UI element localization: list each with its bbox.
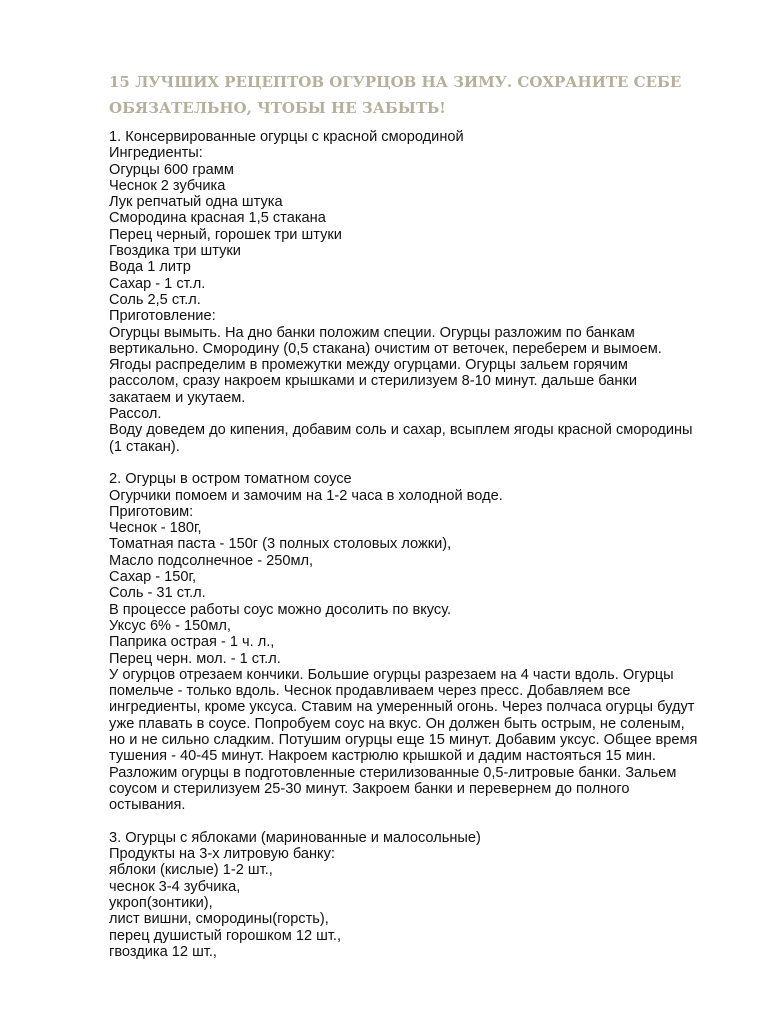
text-line: уже плавать в соусе. Попробуем соус на вкус. Он должен быть острым, не соленым, [109,715,685,732]
text-line: перец душистый горошком 12 шт., [109,927,341,944]
text-line: чеснок 3-4 зубчика, [109,878,241,895]
recipe-heading: 1. Консервированные огурцы с красной смородиной [109,129,464,145]
text-line: остывания. [109,797,186,814]
text-line: Перец черный, горошек три штуки [109,226,342,243]
text-line: У огурцов отрезаем кончики. Большие огурцы разрезаем на 4 части вдоль. Огурцы [109,666,674,683]
text-line: рассолом, сразу накроем крышками и стерилизуем 8-10 минут. дальше банки [109,373,638,390]
text-line: Приготовление: [109,308,216,325]
text-line: Приготовим: [109,503,194,520]
text-line: Соль 2,5 ст.л. [109,291,201,308]
text-line: Ингредиенты: [109,145,203,162]
text-line: но и не сильно сладким. Потушим огурцы еще 15 минут. Добавим уксус. Общее время [109,731,698,748]
text-line: Сахар - 1 ст.л. [109,275,206,292]
text-line: Масло подсолнечное - 250мл, [109,552,314,569]
text-line: Ягоды распределим в промежутки между огурцами. Огурцы зальем горячим [109,357,628,374]
paragraph-gap [109,813,729,829]
text-line: Соль - 31 ст.л. [109,585,206,602]
text-line: Огурцы 600 грамм [109,161,234,178]
text-line: Томатная паста - 150г (3 полных столовых ложки), [109,536,452,553]
title-line: ОБЯЗАТЕЛЬНО, ЧТОБЫ НЕ ЗАБЫТЬ! [109,99,446,117]
text-line: тушения - 40-45 минут. Накроем кастрюлю крышкой и дадим настояться 15 мин. [109,748,656,765]
text-line: Продукты на 3-х литровую банку: [109,846,335,863]
recipe-heading: 3. Огурцы с яблоками (маринованные и малосольные) [109,829,481,846]
text-line: В процессе работы соус можно досолить по вкусу. [109,601,452,618]
text-line: закатаем и укутаем. [109,389,246,406]
text-line: помельче - только вдоль. Чеснок продавливаем через пресс. Добавляем все [109,683,631,700]
text-line: Воду доведем до кипения, добавим соль и сахар, всыплем ягоды красной смородины [109,422,693,439]
text-line: (1 стакан). [109,438,180,455]
text-line: ингредиенты, кроме уксуса. Ставим на умеренный огонь. Через полчаса огурцы будут [109,699,695,716]
text-line: соусом и стерилизуем 25-30 минут. Закроем банки и перевернем до полного [109,780,630,797]
text-line: Перец черн. мол. - 1 ст.л. [109,650,281,667]
text-line: укроп(зонтики), [109,894,213,911]
text-line: Гвоздика три штуки [109,243,241,260]
recipe-1 [109,129,729,455]
document-body [109,129,729,960]
text-line: яблоки (кислые) 1-2 шт., [109,862,273,879]
text-line: гвоздика 12 шт., [109,943,217,960]
text-line: Разложим огурцы в подготовленные стерилизованные 0,5-литровые банки. Зальем [109,764,677,781]
text-line: Лук репчатый одна штука [109,194,283,211]
recipe-2 [109,471,729,813]
text-line: Огурцы вымыть. На дно банки положим специи. Огурцы разложим по банкам [109,324,635,341]
text-line: Вода 1 литр [109,259,191,276]
recipe-heading: 2. Огурцы в остром томатном соусе [109,471,352,488]
text-line: Смородина красная 1,5 стакана [109,210,326,227]
text-line: лист вишни, смородины(горсть), [109,911,329,928]
text-line: Чеснок 2 зубчика [109,177,226,194]
text-line: Рассол. [109,406,162,423]
text-line: Сахар - 150г, [109,569,197,586]
paragraph-gap [109,455,729,471]
text-line: Уксус 6% - 150мл, [109,617,231,634]
document-title [109,69,709,121]
title-line: 15 ЛУЧШИХ РЕЦЕПТОВ ОГУРЦОВ НА ЗИМУ. СОХРАНИТЕ СЕБЕ [109,73,682,91]
text-line: Паприка острая - 1 ч. л., [109,634,275,651]
text-line: Чеснок - 180г, [109,520,202,537]
text-line: вертикально. Смородину (0,5 стакана) очистим от веточек, переберем и вымоем. [109,340,662,357]
text-line: Огурчики помоем и замочим на 1-2 часа в холодной воде. [109,487,503,504]
recipe-3 [109,830,729,960]
